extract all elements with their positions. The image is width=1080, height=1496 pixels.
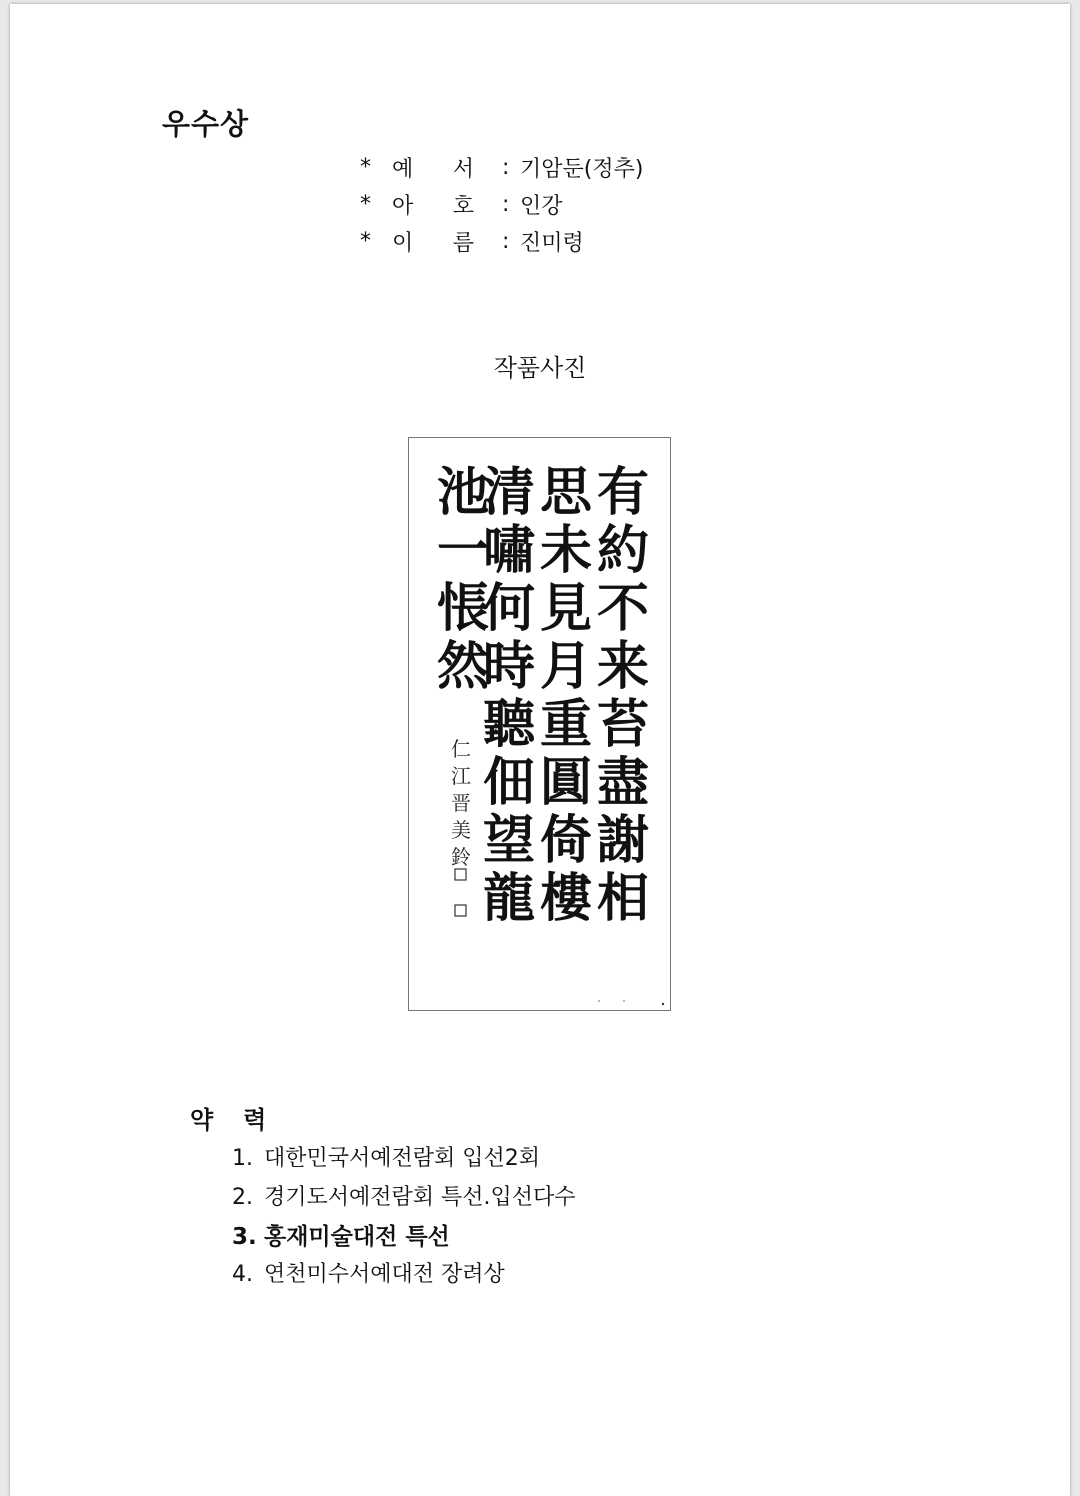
calligraphy-character: 思 xyxy=(539,462,593,523)
calligraphy-image xyxy=(409,438,669,1009)
calligraphy-character: 樓 xyxy=(539,868,593,929)
calligraphy-character: 然 xyxy=(436,636,490,697)
calligraphy-character: 約 xyxy=(596,520,650,581)
signature-character: 晋 xyxy=(451,791,471,815)
signature-character: 仁 xyxy=(451,737,471,761)
calligraphy-artwork xyxy=(408,437,671,1011)
bullet-star: * xyxy=(360,228,371,254)
calligraphy-character: 嘯 xyxy=(482,520,536,581)
calligraphy-character: 謝 xyxy=(596,810,650,871)
calligraphy-character: 佃 xyxy=(482,752,536,813)
calligraphy-character: 月 xyxy=(539,636,593,697)
calligraphy-character: 何 xyxy=(482,578,536,639)
info-row-name xyxy=(360,223,584,259)
career-title: 약력 xyxy=(190,1106,297,1134)
career-item: 1. 대한민국서예전람회 입선2회 xyxy=(232,1146,541,1171)
info-colon: : xyxy=(502,228,510,254)
bullet-star: * xyxy=(360,154,371,180)
calligraphy-character: 龍 xyxy=(482,868,536,929)
career-item: 2. 경기도서예전람회 특선.입선다수 xyxy=(232,1185,576,1210)
info-label: 아 호 xyxy=(392,193,474,219)
calligraphy-character: 来 xyxy=(596,636,650,697)
info-row-pen-name xyxy=(360,149,643,185)
info-row-art-name xyxy=(360,186,563,222)
calligraphy-character: 重 xyxy=(539,694,593,755)
calligraphy-character: 見 xyxy=(539,578,593,639)
career-item: 3. 홍재미술대전 특선 xyxy=(232,1224,450,1250)
calligraphy-character: 一 xyxy=(436,520,490,581)
info-label: 이 름 xyxy=(392,230,474,256)
calligraphy-character: 苔 xyxy=(596,694,650,755)
calligraphy-character: 池 xyxy=(436,462,490,523)
calligraphy-character: 望 xyxy=(482,810,536,871)
document-page xyxy=(10,4,1070,1496)
calligraphy-character: 未 xyxy=(539,520,593,581)
info-colon: : xyxy=(502,154,510,180)
calligraphy-character: 圓 xyxy=(539,752,593,813)
calligraphy-character: 盡 xyxy=(596,752,650,813)
calligraphy-character: 倚 xyxy=(539,810,593,871)
signature-character: 江 xyxy=(451,764,471,788)
calligraphy-character: 清 xyxy=(482,462,536,523)
info-value-pen-name: 기암둔(정추) xyxy=(520,156,644,182)
bullet-star: * xyxy=(360,191,371,217)
info-label: 예 서 xyxy=(392,156,474,182)
signature-character: 鈴 xyxy=(451,845,471,869)
award-title: 우수상 xyxy=(162,107,250,141)
photo-title: 작품사진 xyxy=(493,354,587,382)
info-colon: : xyxy=(502,191,510,217)
info-value-art-name: 인강 xyxy=(520,193,563,219)
info-value-name: 진미령 xyxy=(520,230,584,256)
calligraphy-character: 有 xyxy=(596,462,650,523)
calligraphy-character: 相 xyxy=(596,868,650,929)
calligraphy-character: 不 xyxy=(596,578,650,639)
calligraphy-character: 悵 xyxy=(436,578,490,639)
signature-character: 美 xyxy=(451,818,471,842)
career-item: 4. 연천미수서예대전 장려상 xyxy=(232,1262,505,1287)
calligraphy-character: 聽 xyxy=(482,694,536,755)
calligraphy-character: 時 xyxy=(482,636,536,697)
